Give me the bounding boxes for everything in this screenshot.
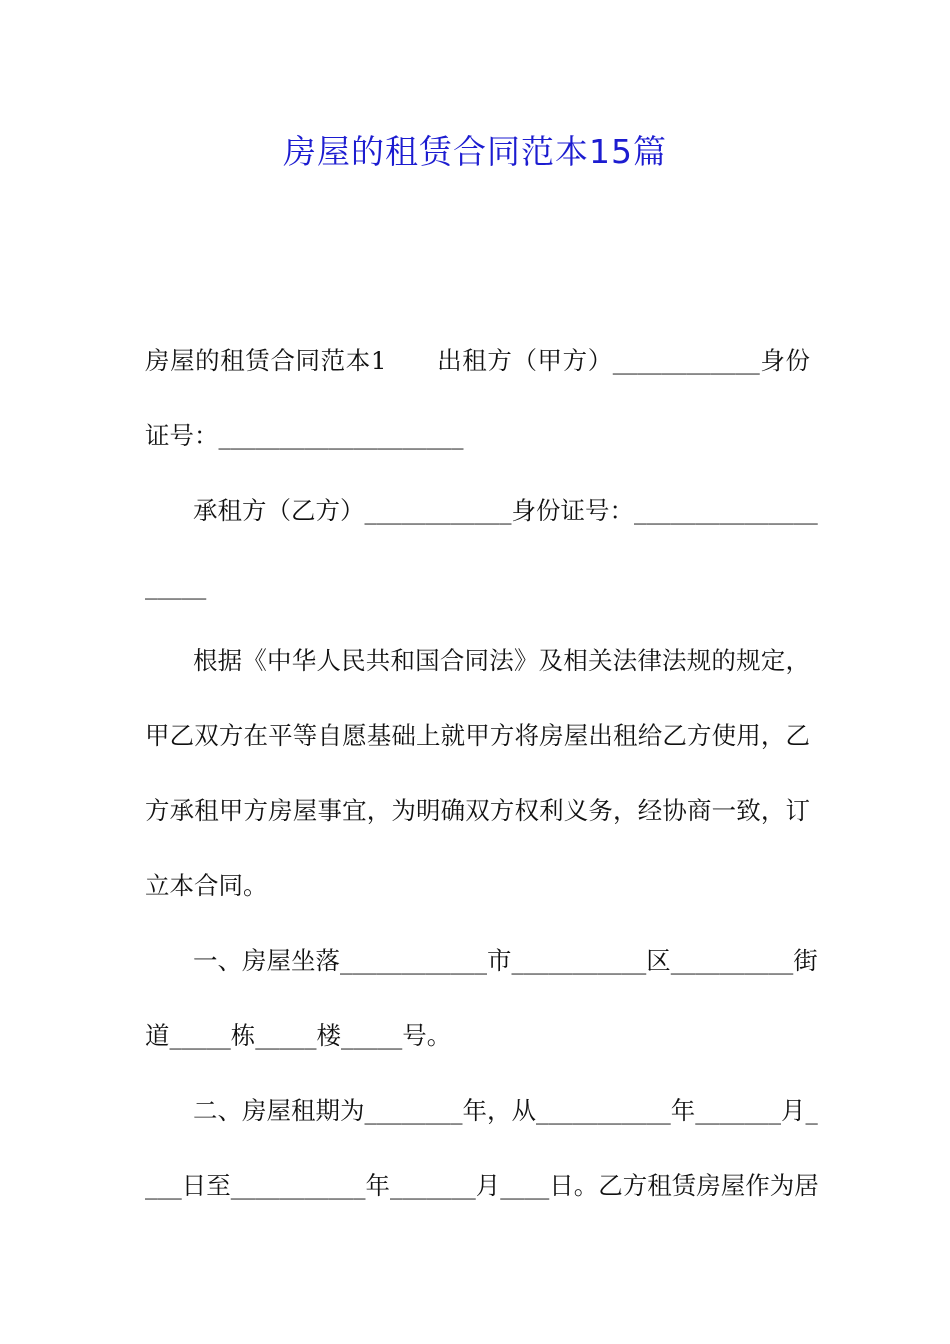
text-line-9: 一、房屋坐落____________市___________区__________街 <box>193 946 818 975</box>
text-line-2: 证号：____________________ <box>145 421 464 450</box>
text-line-4: _____ <box>145 571 207 600</box>
text-line-8: 立本合同。 <box>145 871 268 900</box>
text-line-10: 道_____栋_____楼_____号。 <box>145 1021 452 1050</box>
text-line-3: 承租方（乙方）____________身份证号：_______________ <box>193 496 818 525</box>
text-line-6: 甲乙双方在平等自愿基础上就甲方将房屋出租给乙方使用，乙 <box>145 721 810 750</box>
text-line-11: 二、房屋租期为________年，从___________年_______月_ <box>193 1096 818 1125</box>
text-line-1: 房屋的租赁合同范本1 出租方（甲方）____________身份 <box>145 346 810 375</box>
document-title: 房屋的租赁合同范本15篇 <box>283 132 667 171</box>
text-line-5: 根据《中华人民共和国合同法》及相关法律法规的规定， <box>193 646 810 675</box>
text-line-12: ___日至___________年_______月____日。乙方租赁房屋作为居 <box>145 1171 819 1200</box>
text-line-7: 方承租甲方房屋事宜，为明确双方权利义务，经协商一致，订 <box>145 796 810 825</box>
